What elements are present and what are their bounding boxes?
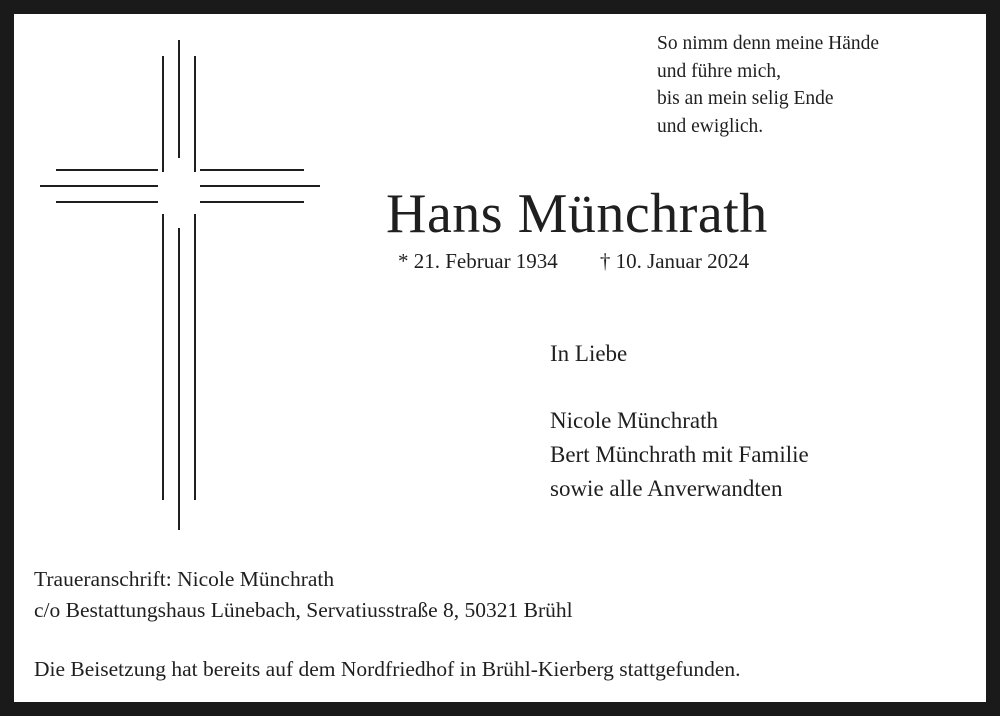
life-dates bbox=[398, 247, 749, 275]
mourner: Bert Münchrath mit Familie bbox=[550, 442, 809, 467]
verse bbox=[657, 30, 879, 140]
mourner: sowie alle Anverwandten bbox=[550, 476, 783, 501]
mourner: Nicole Münchrath bbox=[550, 408, 718, 433]
address-line: Traueranschrift: Nicole Münchrath bbox=[34, 567, 335, 591]
verse-line: und führe mich, bbox=[657, 60, 782, 82]
birth-date: * 21. Februar 1934 bbox=[398, 249, 558, 273]
verse-line: und ewiglich. bbox=[657, 115, 764, 137]
mourners-list bbox=[550, 404, 809, 506]
burial-note: Die Beisetzung hat bereits auf dem Nordfriedhof in Brühl-Kierberg stattgefunden. bbox=[34, 657, 741, 681]
deceased-name: Hans Münchrath bbox=[386, 183, 768, 245]
address-line: c/o Bestattungshaus Lünebach, Servatiusstraße 8, 50321 Brühl bbox=[34, 598, 573, 622]
verse-line: So nimm denn meine Hände bbox=[657, 33, 880, 54]
verse-line: bis an mein selig Ende bbox=[657, 88, 834, 109]
closing-phrase: In Liebe bbox=[550, 341, 628, 366]
obituary-notice bbox=[14, 14, 986, 702]
cross-icon bbox=[40, 40, 322, 530]
mourning-address bbox=[34, 564, 573, 626]
death-date: † 10. Januar 2024 bbox=[599, 249, 750, 273]
